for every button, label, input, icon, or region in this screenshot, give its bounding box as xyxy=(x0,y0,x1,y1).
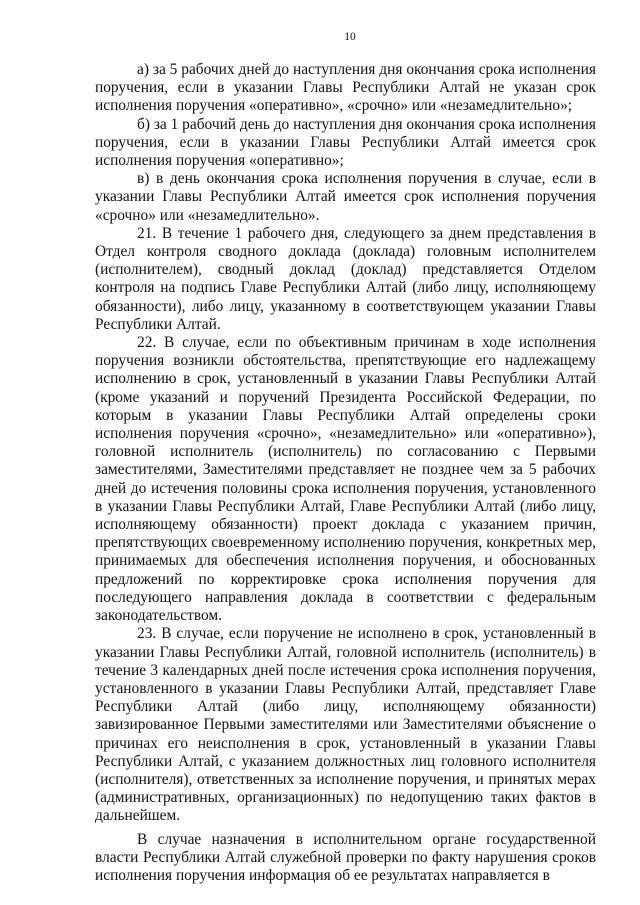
page-number: 10 xyxy=(344,31,356,43)
paragraph-clause-23: 23. В случае, если поручение не исполнено в срок, установленный в указании Главы Республики Алтай, головной исполнитель (исполнитель) в течение 3 календарных дней после истечения срока исполнения поручения, установленного в указании Главы Республики Алтай, представляет Главе Республики Алтай (либо лицу, исполняющему обязанности) завизированное Первыми заместителями или Заместителями объяснение о причинах его неисполнения в срок, установленный в указании Главы Республики Алтай, с указанием должностных лиц головного исполнителя (исполнителя), ответственных за исполнение поручения, и принятых мерах (административных, организационных) по недопущению таких фактов в дальнейшем. xyxy=(95,625,596,825)
document-body xyxy=(95,61,596,885)
paragraph-item-b: б) за 1 рабочий день до наступления дня окончания срока исполнения поручения, если в указании Главы Республики Алтай имеется срок исполнения поручения «оперативно»; xyxy=(95,115,596,170)
paragraph-item-a: а) за 5 рабочих дней до наступления дня окончания срока исполнения поручения, если в указании Главы Республики Алтай не указан срок исполнения поручения «оперативно», «срочно» или «незамедлительно»; xyxy=(95,61,596,115)
paragraph-clause-22: 22. В случае, если по объективным причинам в ходе исполнения поручения возникли обстоятельства, препятствующие его надлежащему исполнению в срок, установленный в указании Главы Республики Алтай (кроме указаний и поручений Президента Российской Федерации, по которым в указании Главы Республики Алтай определены сроки исполнения поручения «срочно», «незамедлительно» или «оперативно»), головной исполнитель (исполнитель) по согласованию с Первыми заместителями, Заместителями представляет не позднее чем за 5 рабочих дней до истечения половины срока исполнения поручения, установленного в указании Главы Республики Алтай, Главе Республики Алтай (либо лицу, исполняющему обязанности) проект доклада с указанием причин, препятствующих своевременному исполнению поручения, конкретных мер, принимаемых для обеспечения исполнения поручения, и обоснованных предложений по корректировке срока исполнения поручения для последующего направления доклада в соответствии с федеральным законодательством. xyxy=(95,334,596,625)
paragraph-item-v: в) в день окончания срока исполнения поручения в случае, если в указании Главы Республики Алтай имеется срок исполнения поручения «срочно» или «незамедлительно». xyxy=(95,170,596,224)
paragraph-service-inspection: В случае назначения в исполнительном органе государственной власти Республики Алтай служебной проверки по факту нарушения сроков исполнения поручения информация об ее результатах направляется в xyxy=(95,830,596,884)
paragraph-clause-21: 21. В течение 1 рабочего дня, следующего за днем представления в Отдел контроля сводного доклада (доклада) головным исполнителем (исполнителем), сводный доклад (доклад) представляется Отделом контроля на подпись Главе Республики Алтай (либо лицу, исполняющему обязанности), либо лицу, указанному в соответствующем указании Главы Республики Алтай. xyxy=(95,224,596,333)
